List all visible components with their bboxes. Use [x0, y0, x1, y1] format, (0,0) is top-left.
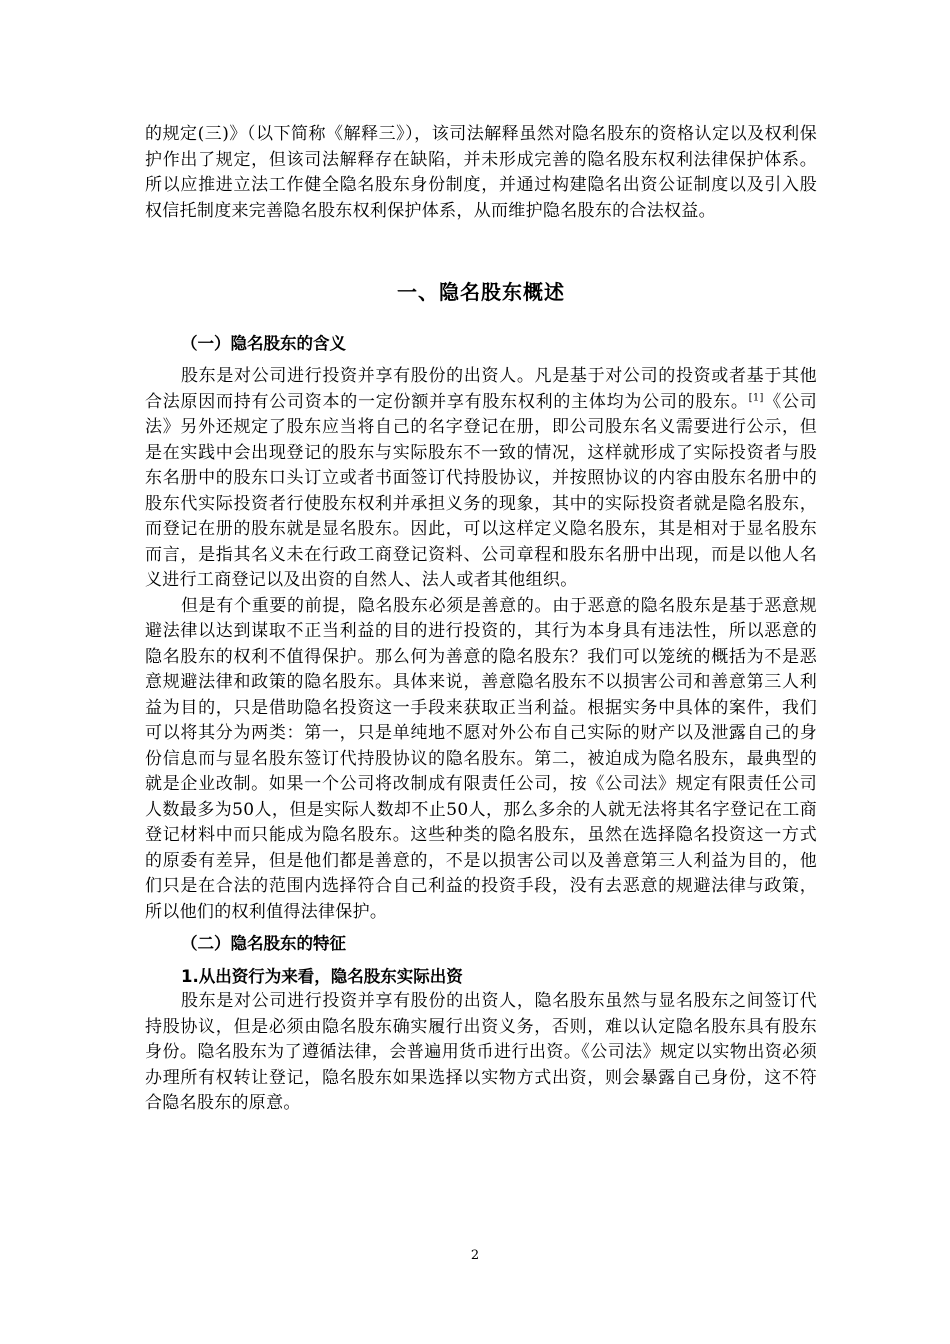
- meaning-paragraph-2: 但是有个重要的前提，隐名股东必须是善意的。由于恶意的隐名股东是基于恶意规避法律以达到谋取不正当利益的目的进行投资的，其行为本身具有违法性，所以恶意的隐名股东的权利不值得保护。那么何为善意的隐名股东？我们可以笼统的概括为不是恶意规避法律和政策的隐名股东。具体来说，善意隐名股东不以损害公司和善意第三人利益为目的，只是借助隐名投资这一手段来获取正当利益。根据实务中具体的案件，我们可以将其分为两类：第一，只是单纯地不愿对外公布自己实际的财产以及泄露自己的身份信息而与显名股东签订代持股协议的隐名股东。第二，被迫成为隐名股东，最典型的就是企业改制。如果一个公司将改制成有限责任公司，按《公司法》规定有限责任公司人数最多为50人，但是实际人数却不止50人，那么多余的人就无法将其名字登记在工商登记材料中而只能成为隐名股东。这些种类的隐名股东，虽然在选择隐名投资这一方式的原委有差异，但是他们都是善意的，不是以损害公司以及善意第三人利益为目的，他们只是在合法的范围内选择符合自己利益的投资手段，没有去恶意的规避法律与政策，所以他们的权利值得法律保护。: [145, 595, 817, 922]
- meaning-paragraph-1: [145, 364, 817, 594]
- meaning-paragraph-1-part-b: 《公司法》另外还规定了股东应当将自己的名字登记在册，即公司股东名义需要进行公示，但是在实践中会出现登记的股东与实际股东不一致的情况，这样就形成了实际投资者与股东名册中的股东口头订立或者书面签订代持股协议，并按照协议的内容由股东名册中的股东代实际投资者行使股东权利并承担义务的现象，其中的实际投资者就是隐名股东，而登记在册的股东就是显名股东。因此，可以这样定义隐名股东，其是相对于显名股东而言，是指其名义未在行政工商登记资料、公司章程和股东名册中出现，而是以他人名义进行工商登记以及出资的自然人、法人或者其他组织。: [145, 391, 817, 590]
- feature-paragraph-1: 股东是对公司进行投资并享有股份的出资人，隐名股东虽然与显名股东之间签订代持股协议，但是必须由隐名股东确实履行出资义务，否则，难以认定隐名股东具有股东身份。隐名股东为了遵循法律，会普遍用货币进行出资。《公司法》规定以实物出资必须办理所有权转让登记，隐名股东如果选择以实物方式出资，则会暴露自己身份，这不符合隐名股东的原意。: [145, 991, 817, 1113]
- section-heading: 一、隐名股东概述: [397, 280, 565, 304]
- meaning-paragraph-1-part-a: 股东是对公司进行投资并享有股份的出资人。凡是基于对公司的投资或者基于其他合法原因而持有公司资本的一定份额并享有股东权利的主体均为公司的股东。: [145, 366, 817, 412]
- subsection-heading-features: （二）隐名股东的特征: [181, 934, 346, 953]
- subsection-heading-meaning: （一）隐名股东的含义: [181, 334, 346, 353]
- citation-ref-1: [1]: [748, 391, 764, 403]
- page-number: 2: [470, 1248, 480, 1263]
- intro-paragraph: 的规定(三)》（以下简称《解释三》），该司法解释虽然对隐名股东的资格认定以及权利保护作出了规定，但该司法解释存在缺陷，并未形成完善的隐名股东权利法律保护体系。所以应推进立法工作健全隐名股东身份制度，并通过构建隐名出资公证制度以及引入股权信托制度来完善隐名股东权利保护体系，从而维护隐名股东的合法权益。: [145, 124, 817, 221]
- feature-heading-1: 1.从出资行为来看，隐名股东实际出资: [181, 967, 463, 986]
- page-content: [145, 122, 817, 1117]
